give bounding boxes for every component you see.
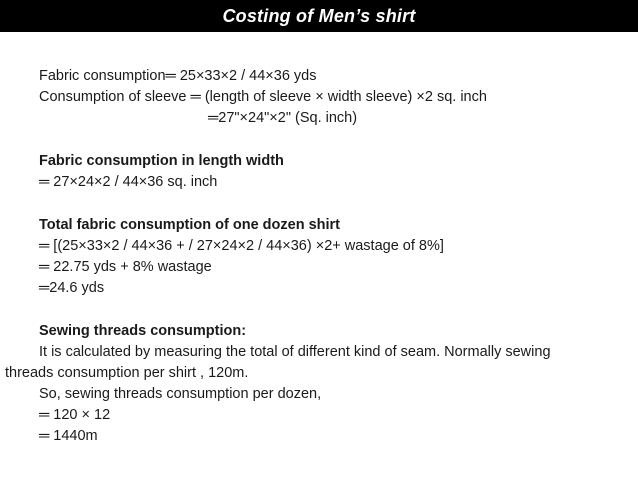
- title-bar: [0, 0, 638, 32]
- dozen-heading: Total fabric consumption of one dozen shirt: [39, 217, 341, 233]
- thread-result-line: ═ 1440m: [39, 428, 98, 444]
- spacer: [0, 193, 638, 215]
- dozen-formula-line: ═ [(25×33×2 / 44×36 + / 27×24×2 / 44×36) ×2+ wastage of 8%]: [39, 238, 444, 254]
- length-width-heading: Fabric consumption in length width: [39, 153, 284, 169]
- dozen-total-line: ═24.6 yds: [39, 280, 105, 296]
- thread-paragraph-continuation: threads consumption per shirt , 120m.: [5, 365, 249, 381]
- spacer: [0, 129, 638, 151]
- spacer: [0, 299, 638, 321]
- slide-body: [0, 66, 638, 447]
- sleeve-formula-line: ═27"×24"×2" (Sq. inch): [208, 110, 358, 126]
- thread-calc-line: ═ 120 × 12: [39, 407, 111, 423]
- sleeve-consumption-line: Consumption of sleeve ═ (length of sleeve × width sleeve) ×2 sq. inch: [39, 89, 487, 105]
- thread-dozen-line: So, sewing threads consumption per dozen,: [39, 386, 322, 402]
- thread-heading: Sewing threads consumption:: [39, 323, 247, 339]
- length-width-value: ═ 27×24×2 / 44×36 sq. inch: [39, 174, 218, 190]
- slide-title: Costing of Men’s shirt: [222, 6, 416, 26]
- fabric-consumption-line: Fabric consumption═ 25×33×2 / 44×36 yds: [39, 68, 317, 84]
- thread-paragraph-line: It is calculated by measuring the total of different kind of seam. Normally sewing: [39, 344, 551, 360]
- dozen-result-line: ═ 22.75 yds + 8% wastage: [39, 259, 212, 275]
